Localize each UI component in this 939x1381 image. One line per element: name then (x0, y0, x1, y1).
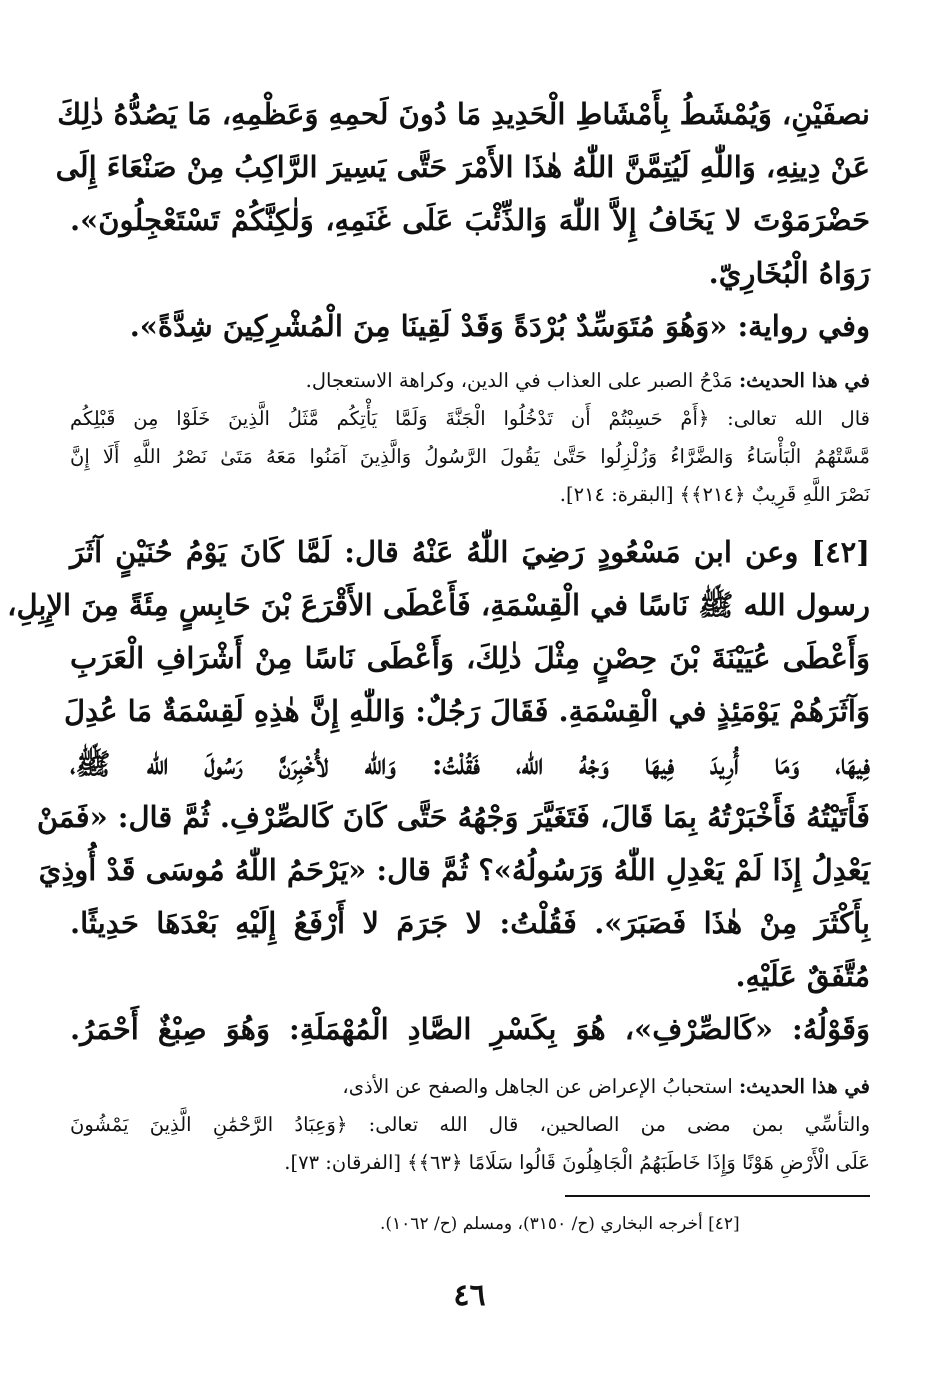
commentary-line: والتأسِّي بمن مضى من الصالحين، قال الله تعالى: ﴿وَعِبَادُ الرَّحْمَٰنِ الَّذِينَ يَمْشُونَ (70, 1113, 870, 1136)
text-line: رسول الله ﷺ نَاسًا في الْقِسْمَةِ، فَأَعْطَى الأَقْرَعَ بْنَ حَابِسٍ مِئَةً مِنَ الإِبِلِ، (7, 588, 870, 622)
footnote: [٤٢] أخرجه البخاري (ح/ ٣١٥٠)، ومسلم (ح/ ١٠٦٢). (380, 1214, 740, 1234)
commentary-text: استحبابُ الإعراض عن الجاهل والصفح عن الأذى، (342, 1075, 739, 1098)
commentary-line (70, 362, 870, 400)
footnote-divider (565, 1195, 870, 1197)
hadith-41-continuation (55, 88, 870, 353)
page-number: ٤٦ (453, 1278, 486, 1313)
text-line: فِيهَا، وَمَا أُرِيدَ فِيهَا وَجْهُ الله، فَقُلْتُ: وَالله لأُخْبِرَنَّ رَسُولَ الله ﷺ، (70, 747, 870, 781)
text-line: وَأَعْطَى عُيَيْنَةَ بْنَ حِصْنٍ مِثْلَ ذٰلِكَ، وَأَعْطَى نَاسًا مِنْ أَشْرَافِ الْعَرَبِ (70, 641, 870, 675)
commentary-line (70, 1068, 870, 1106)
commentary-text: مَدْحُ الصبر على العذاب في الدين، وكراهة الاستعجال. (305, 369, 739, 392)
text-line: بِأَكْثَرَ مِنْ هٰذَا فَصَبَرَ». فَقُلْتُ: لا جَرَمَ لا أَرْفَعُ إِلَيْهِ بَعْدَهَا حَدِيثًا. (70, 906, 870, 940)
commentary-line: قال الله تعالى: ﴿أَمْ حَسِبْتُمْ أَن تَدْخُلُوا الْجَنَّةَ وَلَمَّا يَأْتِكُم مَّثَلُ الَّذِينَ خَلَوْا مِن قَبْلِكُم (70, 407, 870, 430)
hadith-42 (7, 526, 870, 1056)
text-line: فَأَتَيْتُهُ فَأَخْبَرْتُهُ بِمَا قَالَ، فَتَغَيَّرَ وَجْهُهُ حَتَّى كَانَ كَالصِّرْفِ. ثُمَّ قال: «فَمَنْ (36, 800, 870, 834)
commentary-label: في هذا الحديث: (738, 1075, 870, 1098)
text-line: وَآثَرَهُمْ يَوْمَئِذٍ في الْقِسْمَةِ. فَقَالَ رَجُلٌ: وَاللّٰهِ إِنَّ هٰذِهِ لَقِسْمَةٌ مَا عُدِلَ (63, 694, 870, 728)
hadith-42-commentary (70, 1068, 870, 1182)
commentary-label: في هذا الحديث: (738, 369, 870, 392)
text-line: نصفَيْنِ، وَيُمْشَطُ بِأَمْشَاطِ الْحَدِيدِ مَا دُونَ لَحمِهِ وَعَظْمِهِ، مَا يَصُدُّهُ ذٰلِكَ (57, 97, 870, 131)
text-line: عَنْ دِينِهِ، وَاللّٰهِ لَيُتِمَّنَّ اللّٰهُ هٰذَا الأَمْرَ حَتَّى يَسِيرَ الرَّاكِبُ مِنْ صَنْعَاءَ إِلَى (55, 150, 870, 184)
commentary-line: مَّسَّتْهُمُ الْبَأْسَاءُ وَالضَّرَّاءُ وَزُلْزِلُوا حَتَّىٰ يَقُولَ الرَّسُولُ وَالَّذِينَ آمَنُوا مَعَهُ مَتَىٰ نَصْرُ اللَّهِ أَلَا إِنَّ (70, 445, 870, 468)
commentary-line: نَصْرَ اللَّهِ قَرِيبٌ ﴿٢١٤﴾﴾ [البقرة: ٢١٤]. (559, 483, 870, 506)
text-line: حَضْرَمَوْتَ لا يَخَافُ إِلاَّ اللّٰهَ وَالذِّئْبَ عَلَى غَنَمِهِ، وَلٰكِنَّكُمْ تَسْتَعْجِلُونَ». (70, 203, 870, 237)
text-line: وَقَوْلُهُ: «كَالصِّرْفِ»، هُوَ بِكَسْرِ الصَّادِ الْمُهْمَلَةِ: وَهُوَ صِبْغٌ أَحْمَرُ. (70, 1012, 870, 1046)
text-line: يَعْدِلُ إِذَا لَمْ يَعْدِلِ اللّٰهُ وَرَسُولُهُ»؟ ثُمَّ قال: «يَرْحَمُ اللّٰهُ مُوسَى قَدْ أُوذِيَ (38, 853, 870, 887)
text-line: رَوَاهُ الْبُخَارِيّ. (708, 256, 870, 290)
text-line: وفي رواية: «وَهُوَ مُتَوَسِّدٌ بُرْدَةً وَقَدْ لَقِينَا مِنَ الْمُشْرِكِينَ شِدَّةً». (129, 309, 870, 343)
text-line: [٤٢] وعن ابن مَسْعُودٍ رَضِيَ اللّٰهُ عَنْهُ قال: لَمَّا كَانَ يَوْمُ حُنَيْنٍ آثَرَ (70, 535, 870, 569)
commentary-line: عَلَى الْأَرْضِ هَوْنًا وَإِذَا خَاطَبَهُمُ الْجَاهِلُونَ قَالُوا سَلَامًا ﴿٦٣﴾﴾ [الفرقان: ٧٣]. (284, 1151, 870, 1174)
page-body (7, 88, 870, 1182)
hadith-41-commentary (70, 362, 870, 514)
text-line: مُتَّفَقٌ عَلَيْهِ. (735, 959, 870, 993)
